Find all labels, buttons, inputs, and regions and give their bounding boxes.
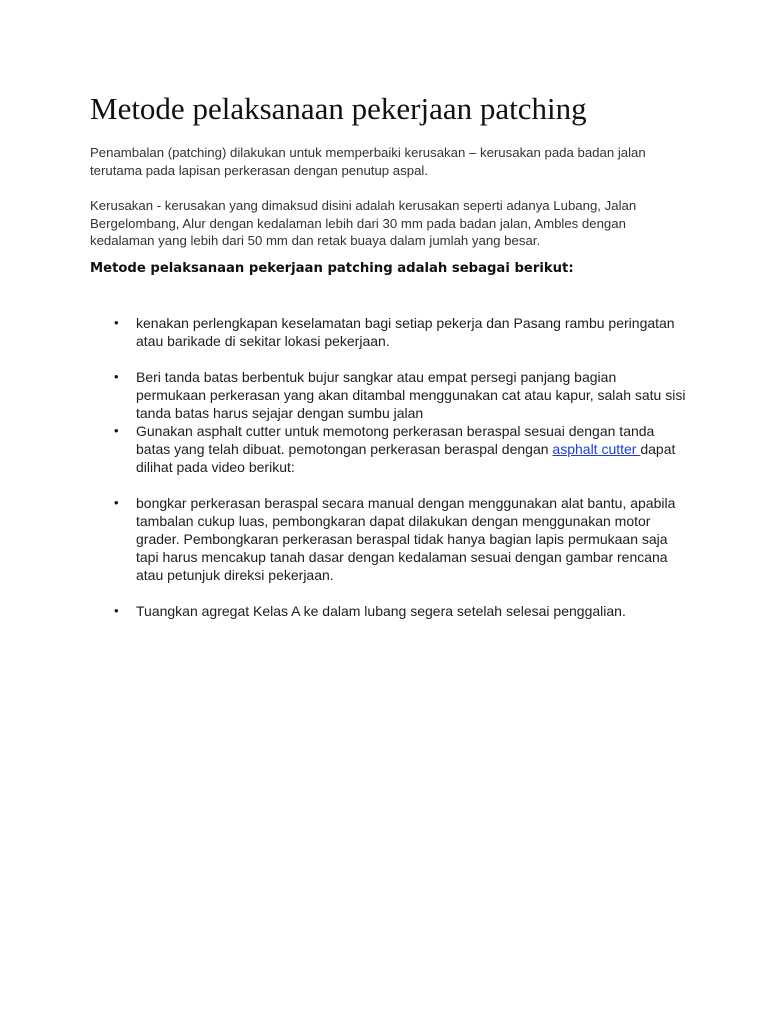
- list-item: [90, 602, 690, 620]
- steps-heading: Metode pelaksanaan pekerjaan patching adalah sebagai berikut:: [90, 260, 574, 276]
- steps-list: [90, 314, 690, 620]
- step-text: Beri tanda batas berbentuk bujur sangkar atau empat persegi panjang bagian permukaan perkerasan yang akan ditambal menggunakan cat atau kapur, salah satu sisi tanda batas harus sejajar dengan sumbu jalan: [136, 368, 686, 421]
- bullet-icon: •: [114, 422, 119, 438]
- step-text: dapat dilihat pada video berikut:: [136, 440, 676, 475]
- document-page: [90, 92, 690, 638]
- list-item: [90, 314, 690, 350]
- asphalt-cutter-link[interactable]: asphalt cutter: [552, 440, 641, 457]
- page-title: Metode pelaksanaan pekerjaan patching: [90, 91, 587, 126]
- list-item: [90, 368, 690, 422]
- bullet-icon: •: [114, 494, 119, 510]
- damage-paragraph: Kerusakan - kerusakan yang dimaksud disini adalah kerusakan seperti adanya Lubang, Jalan Bergelombang, Alur dengan kedalaman lebih dari 30 mm pada badan jalan, Ambles dengan kedalaman yang lebih dari 50 mm dan retak buaya dalam jumlah yang besar.: [90, 198, 637, 249]
- bullet-icon: •: [114, 602, 119, 618]
- intro-paragraph: Penambalan (patching) dilakukan untuk memperbaiki kerusakan – kerusakan pada badan jalan terutama pada lapisan perkerasan dengan penutup aspal.: [90, 145, 646, 178]
- step-text: Gunakan asphalt cutter untuk memotong perkerasan beraspal sesuai dengan tanda batas yang telah dibuat. pemotongan perkerasan beraspal dengan: [136, 422, 655, 457]
- step-text: Tuangkan agregat Kelas A ke dalam lubang segera setelah selesai penggalian.: [136, 602, 626, 619]
- step-text: bongkar perkerasan beraspal secara manual dengan menggunakan alat bantu, apabila tambalan cukup luas, pembongkaran dapat dilakukan dengan menggunakan motor grader. Pembongkaran perkerasan beraspal tidak hanya bagian lapis permukaan saja tapi harus mencakup tanah dasar dengan kedalaman sesuai dengan gambar rencana atau petunjuk direksi pekerjaan.: [136, 494, 676, 583]
- bullet-icon: •: [114, 368, 119, 384]
- bullet-icon: •: [114, 314, 119, 330]
- list-item: [90, 494, 690, 584]
- step-text: kenakan perlengkapan keselamatan bagi setiap pekerja dan Pasang rambu peringatan atau barikade di sekitar lokasi pekerjaan.: [136, 314, 675, 349]
- list-item: [90, 422, 690, 476]
